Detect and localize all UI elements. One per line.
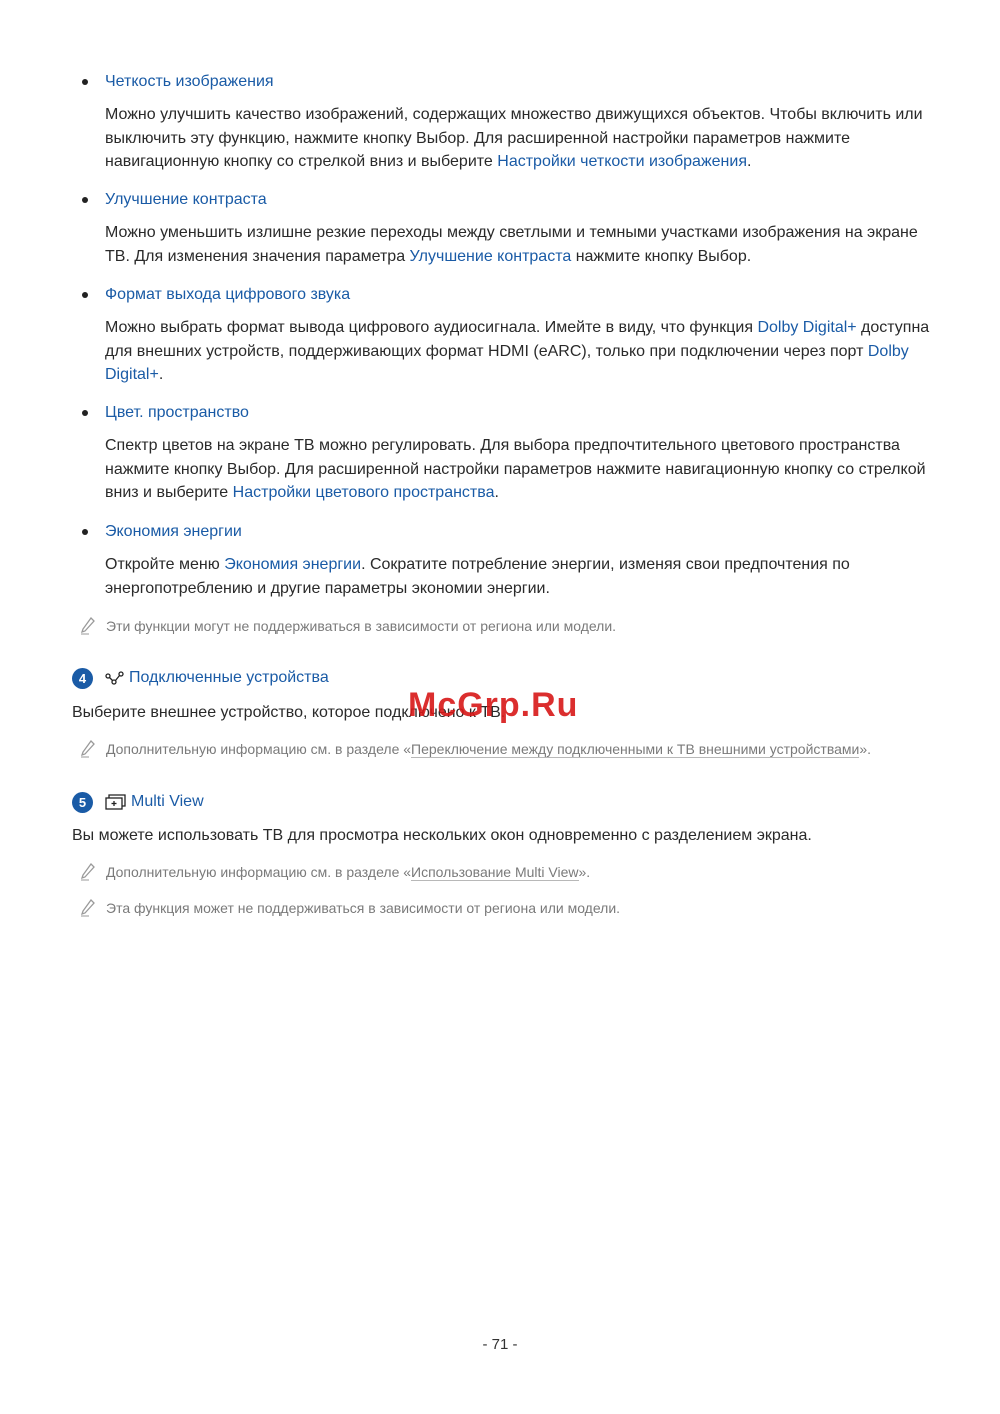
section-number-badge: 4 [72,668,93,689]
note [80,616,986,636]
bullet-item-picture-clarity [80,71,940,174]
bullet-dot [82,292,88,298]
bullet-item-color-space [80,402,940,505]
section-title: Подключенные устройства [129,669,329,686]
note: Дополнительную информацию см. в разделе «Переключение между подключенными к ТВ внешними устройствами». [80,739,986,759]
watermark: McGrp.Ru [408,686,579,724]
pencil-icon [80,617,96,635]
bullet-title: Улучшение контраста [105,191,267,208]
pencil-icon [80,863,96,881]
settings-link[interactable]: Настройки цветового пространства [232,484,495,501]
section-4-text: Выберите внешнее устройство, которое подключено к ТВ. [72,704,506,721]
bullet-title: Формат выхода цифрового звука [105,286,351,303]
section-number-badge: 5 [72,792,93,813]
section-4-heading [72,666,329,690]
bullet-description: Можно выбрать формат вывода цифрового аудиосигнала. Имейте в виду, что функция Dolby Digital+ доступна для внешних устройств, поддерживающих формат HDMI (eARC), только при подключении через порт Dolby Digital+. [105,319,930,383]
pencil-icon [80,740,96,758]
bullet-dot [82,529,88,535]
settings-link[interactable]: Настройки четкости изображения [497,153,747,170]
note-text: Эта функция может не поддерживаться в зависимости от региона или модели. [106,900,621,916]
bullet-title: Цвет. пространство [105,404,249,421]
bullet-item-contrast-enhancer [80,189,940,268]
page-number: - 71 - [482,1336,518,1353]
note [80,898,986,918]
settings-link[interactable]: Dolby Digital+ [105,342,909,383]
note-text: Эти функции могут не поддерживаться в зависимости от региона или модели. [106,618,617,634]
section-5-text: Вы можете использовать ТВ для просмотра нескольких окон одновременно с разделением экрана. [72,827,812,844]
pencil-icon [80,899,96,917]
bullet-title: Четкость изображения [105,73,274,90]
bullet-description: Можно уменьшить излишне резкие переходы между светлыми и темными участками изображения на экране ТВ. Для изменения значения параметра Улучшение контраста нажмите кнопку Выбор. [105,224,918,265]
bullet-dot [82,410,88,416]
bullet-title: Экономия энергии [105,523,242,540]
section-5-heading [72,790,204,814]
bullet-dot [82,79,88,85]
bullet-description: Откройте меню Экономия энергии. Сократите потребление энергии, изменяя свои предпочтения по энергопотреблению и другие параметры экономии энергии. [105,556,850,597]
bullet-item-digital-audio-format [80,284,940,387]
connected-devices-icon [105,670,125,686]
bullet-dot [82,197,88,203]
reference-link[interactable]: Переключение между подключенными к ТВ внешними устройствами [411,741,860,757]
note: Дополнительную информацию см. в разделе «Использование Multi View». [80,862,986,882]
bullet-description: Можно улучшить качество изображений, содержащих множество движущихся объектов. Чтобы включить или выключить эту функцию, нажмите кнопку Выбор. Для расширенной настройки параметров нажмите навигационную кнопку со стрелкой вниз и выберите Настройки четкости изображения. [105,106,923,170]
multi-view-icon [105,794,127,810]
settings-link[interactable]: Dolby Digital+ [757,319,857,336]
bullet-description: Спектр цветов на экране ТВ можно регулировать. Для выбора предпочтительного цветового пространства нажмите кнопку Выбор. Для расширенной настройки параметров нажмите навигационную кнопку со стрелкой вниз и выберите Настройки цветового пространства. [105,437,926,501]
bullet-item-power-saving [80,521,940,600]
section-title: Multi View [131,793,204,810]
settings-link[interactable]: Экономия энергии [224,556,362,573]
settings-link[interactable]: Улучшение контраста [409,247,572,265]
reference-link[interactable]: Использование Multi View [411,864,579,880]
